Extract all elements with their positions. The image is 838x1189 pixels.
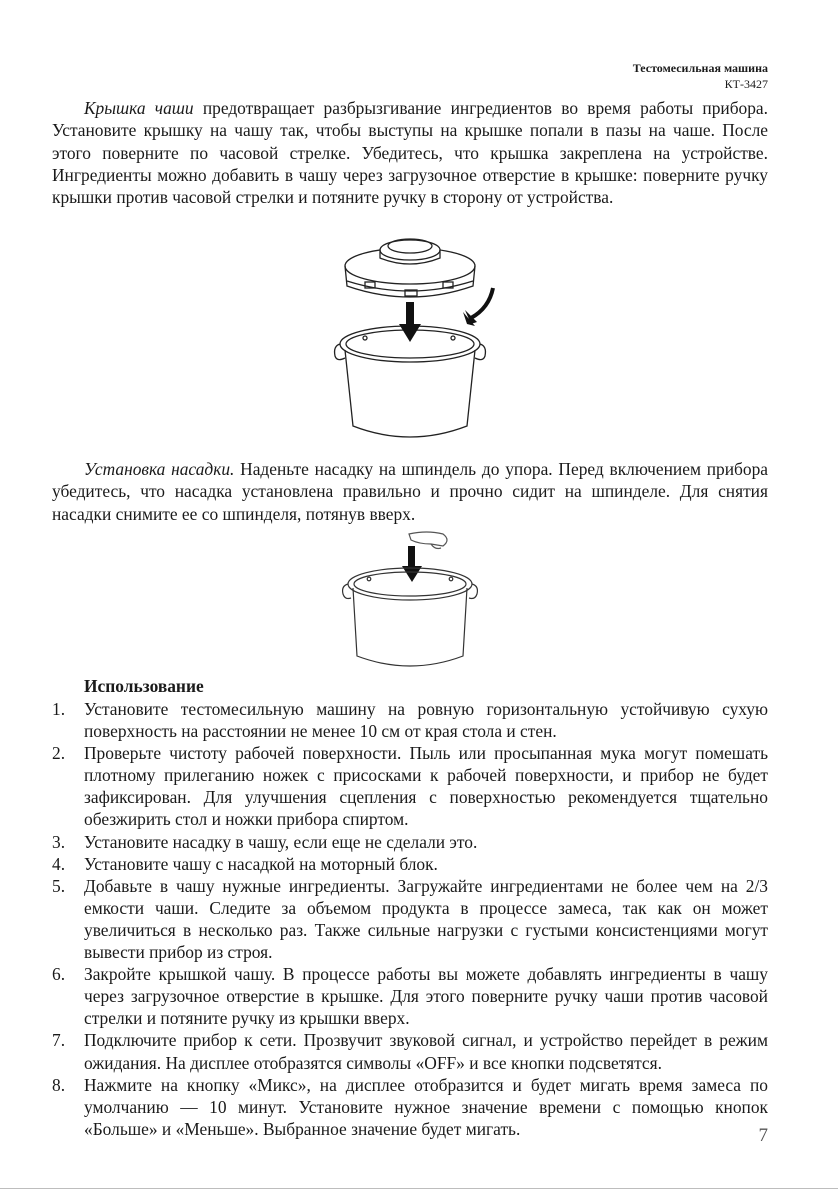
list-item <box>52 1074 768 1140</box>
page-header <box>633 60 768 92</box>
step-number: 8. <box>52 1074 66 1095</box>
attachment-paragraph <box>52 458 768 525</box>
list-item <box>52 742 768 830</box>
lid-paragraph-text: предотвращает разбрызгивание ингредиентов во время работы прибора. Установите крышку на чашу так, чтобы выступы на крышке попали в пазы на чаше. После этого поверните по часовой стрелке. Убедитесь, что крышка закреплена на устройстве. Ингредиенты можно добавить в чашу через загрузочное отверстие в крышке: поверните ручку крышки против часовой стрелки и потяните ручку в сторону от устройства. <box>52 98 768 208</box>
bowl-drawing <box>335 326 486 437</box>
step-text: Подключите прибор к сети. Прозвучит звуковой сигнал, и устройство перейдет в режим ожидания. На дисплее отобразятся символы «OFF» и все кнопки подсветятся. <box>84 1030 768 1073</box>
step-number: 5. <box>52 875 66 896</box>
list-item <box>52 831 768 853</box>
usage-steps-list <box>52 698 768 1140</box>
step-number: 2. <box>52 743 66 764</box>
step-text: Нажмите на кнопку «Микс», на дисплее отобразится и будет мигать время замеса по умолчанию — 10 минут. Установите нужное значение времени с помощью кнопок «Больше» и «Меньше». Выбранное значение будет мигать. <box>84 1074 768 1139</box>
step-text: Установите тестомесильную машину на ровную горизонтальную устойчивую сухую поверхность на расстоянии не менее 10 см от края стола и стен. <box>84 699 768 742</box>
step-text: Проверьте чистоту рабочей поверхности. Пыль или просыпанная мука могут помешать плотному прилеганию ножек с присосками к рабочей поверхности, и прибор не будет зафиксирован. Для улучшения сцепления с поверхностью рекомендуется тщательно обезжирить стол и ножки прибора спиртом. <box>84 743 768 830</box>
lid-paragraph-lead: Крышка чаши <box>84 98 194 118</box>
step-number: 6. <box>52 964 66 985</box>
down-arrow-icon <box>402 546 422 582</box>
lid-installation-illustration <box>325 226 525 456</box>
attachment-paragraph-lead: Установка насадки. <box>84 459 235 479</box>
page-number: 7 <box>758 1125 768 1146</box>
list-item <box>52 1029 768 1073</box>
step-number: 4. <box>52 853 66 874</box>
step-text: Установите насадку в чашу, если еще не сделали это. <box>84 831 478 852</box>
product-title: Тестомесильная машина <box>632 61 768 75</box>
bowl-drawing <box>343 568 478 666</box>
step-text: Закройте крышкой чашу. В процессе работы вы можете добавлять ингредиенты в чашу через загрузочное отверстие в крышке. Для этого поверните ручку чаши против часовой стрелки и потяните ручку из крышки вверх. <box>84 964 768 1029</box>
list-item <box>52 698 768 742</box>
step-text: Добавьте в чашу нужные ингредиенты. Загружайте ингредиентами не более чем на 2/3 емкости чаши. Следите за объемом продукта в процессе замеса, так как он может увеличиться в несколько раз. Также сильные нагрузки с густыми консистенциями могут вывести прибор из строя. <box>84 875 768 963</box>
lid-paragraph <box>52 97 768 208</box>
list-item <box>52 875 768 963</box>
list-item <box>52 853 768 875</box>
step-number: 7. <box>52 1030 66 1051</box>
bowl-lid-drawing <box>345 239 475 297</box>
step-text: Установите чашу с насадкой на моторный блок. <box>84 853 438 874</box>
step-number: 1. <box>52 699 66 719</box>
attachment-installation-illustration <box>335 528 495 678</box>
list-item <box>52 963 768 1029</box>
usage-heading: Использование <box>84 676 204 696</box>
model-number: КТ-3427 <box>724 77 768 91</box>
step-number: 3. <box>52 831 66 852</box>
attachment-paragraph-text: Наденьте насадку на шпиндель до упора. Перед включением прибора убедитесь, что насадка установлена правильно и прочно сидит на шпинделе. Для снятия насадки снимите ее со шпинделя, потянув вверх. <box>52 459 768 524</box>
rotate-arrow-icon <box>463 288 493 326</box>
